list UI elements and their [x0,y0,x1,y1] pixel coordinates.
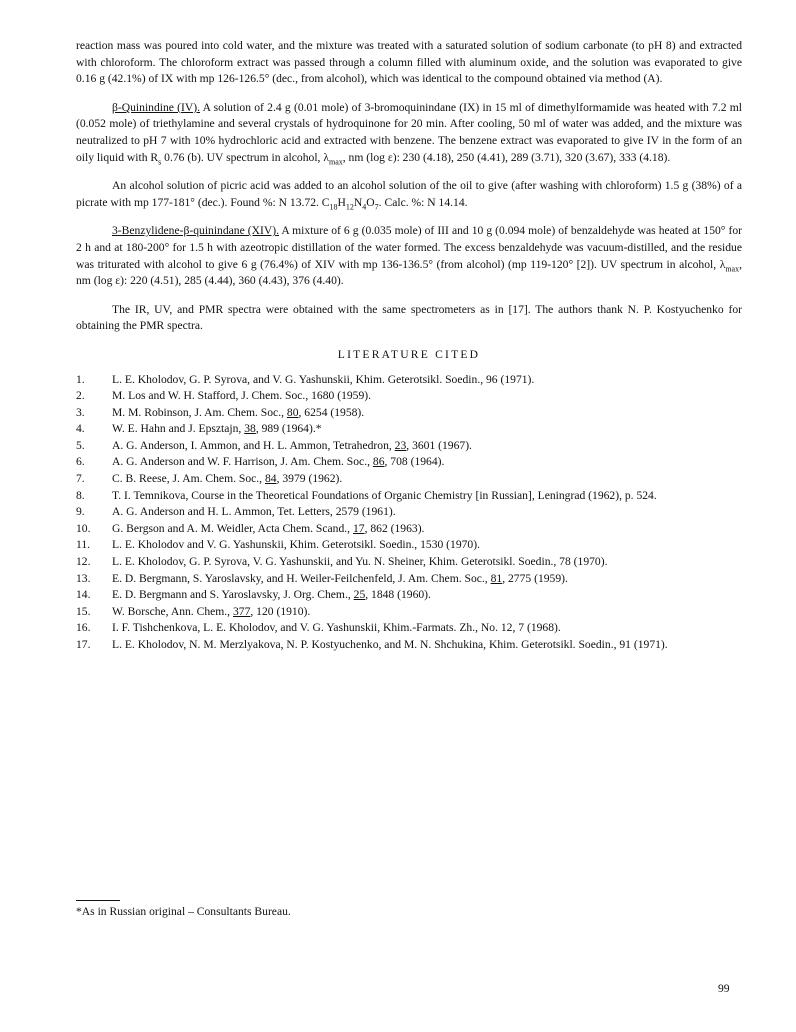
reference-number: 9. [76,505,85,519]
subscript: 7 [374,202,379,212]
reference-item [76,537,742,554]
subscript: max [328,156,343,166]
reference-number: 5. [76,438,85,452]
reference-volume: 84 [264,472,277,486]
text-run: A mixture of 6 g (0.035 mole) of III and 10 g (0.094 mole) of benzaldehyde was heated at 150° for 2 h and at 180-200° for 1.5 h with azeotropic distillation of the water formed. The excess benzaldehyde was vacuum-distilled, and the residue was triturated with alcohol to give 6 g (76.4%) of XIV with mp 136-136.5° (from alcohol) (mp 119-120° [2]). UV spectrum in alcohol, λ [76,224,742,271]
reference-number: 15. [76,604,91,618]
reference-item [76,454,742,471]
reference-citation: I. F. Tishchenkova, L. E. Kholodov, and V. G. Yashunskii, Khim.-Farmats. Zh., No. 12, 7 (1968). [112,621,561,635]
reference-text [112,620,742,637]
reference-citation: M. Los and W. H. Stafford, J. Chem. Soc., 1680 (1959). [112,389,372,403]
footnote-rule [76,900,120,901]
reference-citation-tail: , 989 (1964).* [255,422,322,436]
paragraph-method-b-end: reaction mass was poured into cold water, and the mixture was treated with a saturated solution of sodium carbonate (to pH 8) and extracted with chloroform. The chloroform extract was passed through a column filled with aluminum oxide, and the solution was evaporated to give 0.16 g (42.1%) of IX with mp 126-126.5° (dec., from alcohol), which was identical to the compound obtained via method (A). [76,39,742,86]
text-run: A solution of 2.4 g (0.01 mole) of 3-bromoquinindane (IX) in 15 ml of dimethylformamide was heated with 7.2 ml (0.052 mole) of triethylamine and several crystals of hydroquinone for 20 min. After cooling, 50 ml of water was added, and the mixture was neutralized to pH 7 with 10% hydrochloric acid and extracted with benzene. The benzene extract was evaporated to give IV in the form of an oily liquid with R [76,100,742,164]
reference-item [76,421,742,438]
reference-citation: A. G. Anderson, I. Ammon, and H. L. Ammon, Tetrahedron, [112,438,395,452]
subscript: 18 [329,202,338,212]
reference-text [112,504,742,521]
reference-item [76,521,742,538]
footnote: *As in Russian original – Consultants Bureau. [76,905,291,918]
reference-item [76,587,742,604]
reference-citation: L. E. Kholodov, G. P. Syrova, V. G. Yashunskii, and Yu. N. Sheiner, Khim. Geterotsikl. Soedin., 78 (1970). [112,555,608,569]
reference-citation-tail: , 862 (1963). [364,521,425,535]
reference-text [112,471,742,488]
reference-text [112,421,742,438]
reference-citation: W. Borsche, Ann. Chem., [112,604,233,618]
reference-number: 4. [76,422,85,436]
reference-list [76,372,742,654]
reference-text [112,637,742,654]
reference-volume: 25 [353,588,366,602]
reference-text [112,604,742,621]
subscript: 4 [362,202,367,212]
reference-item [76,504,742,521]
reference-number: 14. [76,588,91,602]
reference-item [76,438,742,455]
text-run: H [337,195,346,209]
reference-number: 16. [76,621,91,635]
reference-citation-tail: , 1848 (1960). [365,588,431,602]
references-title: LITERATURE CITED [337,347,481,361]
reference-citation-tail: , 3979 (1962). [276,472,343,486]
reference-number: 10. [76,521,91,535]
reference-text [112,405,742,422]
reference-item [76,571,742,588]
reference-volume: 81 [490,571,503,585]
reference-text [112,438,742,455]
reference-citation: M. M. Robinson, J. Am. Chem. Soc., [112,405,287,419]
subscript: max [725,263,740,273]
section-heading-beta-quinindine: β-Quinindine (IV). [112,100,201,114]
reference-number: 8. [76,488,85,502]
subscript: 12 [345,202,354,212]
reference-volume: 86 [372,455,385,469]
reference-citation: E. D. Bergmann and S. Yaroslavsky, J. Org. Chem., [112,588,354,602]
page-body [76,38,742,654]
reference-citation-tail: , 708 (1964). [384,455,445,469]
text-run: N [353,195,363,209]
reference-citation: A. G. Anderson and H. L. Ammon, Tet. Letters, 2579 (1961). [112,505,396,519]
text-run: , nm (log ε): 220 (4.51), 285 (4.44), 360 (4.43), 376 (4.40). [76,257,742,288]
text-run: . Calc. %: N 14.14. [378,195,468,209]
reference-text [112,537,742,554]
reference-volume: 38 [244,422,256,436]
reference-citation-tail: , 120 (1910). [250,604,311,618]
reference-text [112,554,742,571]
reference-item [76,488,742,505]
reference-number: 7. [76,472,85,486]
reference-item [76,405,742,422]
reference-text [112,388,742,405]
text-run: 0.76 (b). UV spectrum in alcohol, λ [161,150,329,164]
reference-citation-tail: , 2775 (1959). [502,571,568,585]
reference-citation: T. I. Temnikova, Course in the Theoretical Foundations of Organic Chemistry [in Russian], Leningrad (1962), p. 524. [112,488,657,502]
reference-text [112,454,742,471]
reference-citation: A. G. Anderson and W. F. Harrison, J. Am. Chem. Soc., [112,455,373,469]
reference-text [112,488,742,505]
reference-citation: C. B. Reese, J. Am. Chem. Soc., [112,472,265,486]
reference-item [76,471,742,488]
reference-number: 11. [76,538,91,552]
reference-citation: E. D. Bergmann, S. Yaroslavsky, and H. Weiler-Feilchenfeld, J. Am. Chem. Soc., [112,571,491,585]
reference-text [112,372,742,389]
reference-number: 3. [76,405,85,419]
subscript: s [158,156,162,166]
text-run: An alcohol solution of picric acid was added to an alcohol solution of the oil to give (after washing with chloroform) 1.5 g (38%) of a picrate with mp 177-181° (dec.). Found %: N 13.72. C [76,179,742,209]
reference-text [112,521,742,538]
reference-number: 17. [76,638,91,651]
reference-volume: 23 [394,438,407,452]
reference-citation: W. E. Hahn and J. Epsztajn, [112,422,245,436]
page-number: 99 [718,982,730,995]
paragraph-picrate [76,178,742,211]
reference-citation: L. E. Kholodov and V. G. Yashunskii, Khim. Geterotsikl. Soedin., 1530 (1970). [112,538,480,552]
reference-item [76,372,742,389]
reference-item [76,620,742,637]
reference-volume: 80 [286,405,299,419]
reference-citation: G. Bergson and A. M. Weidler, Acta Chem. Scand., [112,521,353,535]
reference-citation-tail: , 3601 (1967). [406,438,472,452]
paragraph-acknowledgement: The IR, UV, and PMR spectra were obtained with the same spectrometers as in [17]. The authors thank N. P. Kostyuchenko for obtaining the PMR spectra. [76,302,742,333]
reference-number: 12. [76,555,91,569]
reference-item [76,604,742,621]
reference-text [112,571,742,588]
reference-citation-tail: , 6254 (1958). [298,405,365,419]
reference-item [76,388,742,405]
section-heading-benzylidene: 3-Benzylidene-β-quinindane (XIV). [112,224,279,238]
reference-citation: L. E. Kholodov, G. P. Syrova, and V. G. Yashunskii, Khim. Geterotsikl. Soedin., 96 (1971). [112,372,535,386]
reference-number: 1. [76,372,85,386]
reference-number: 2. [76,389,85,403]
paragraph-beta-quinindine [76,100,742,166]
reference-volume: 377 [232,604,251,618]
reference-number: 13. [76,571,91,585]
paragraph-benzylidene [76,223,742,289]
text-run: O [366,195,375,209]
reference-item [76,637,742,654]
reference-text [112,587,742,604]
text-run: , nm (log ε): 230 (4.18), 250 (4.41), 289 (3.71), 320 (3.67), 333 (4.18). [342,150,671,164]
reference-item [76,554,742,571]
reference-number: 6. [76,455,85,469]
reference-citation: L. E. Kholodov, N. M. Merzlyakova, N. P. Kostyuchenko, and M. N. Shchukina, Khim. Geterotsikl. Soedin., 91 (1971). [112,638,668,651]
reference-volume: 17 [352,521,365,535]
